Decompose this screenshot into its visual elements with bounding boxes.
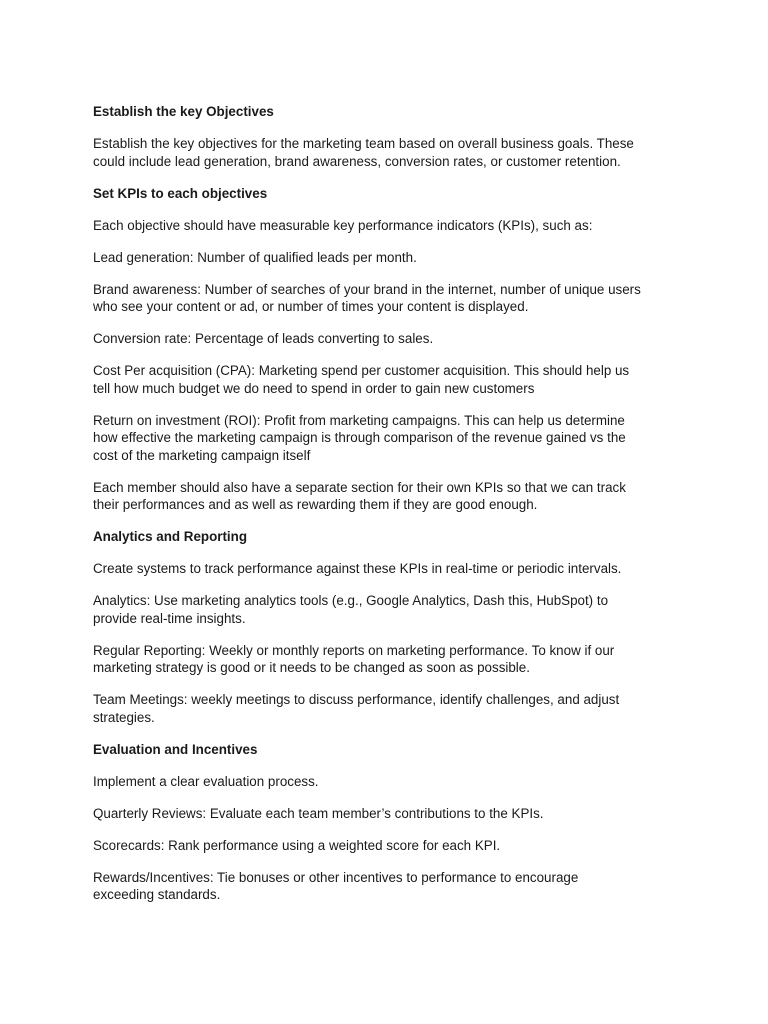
section-heading: Evaluation and Incentives: [93, 741, 258, 757]
paragraph: [93, 560, 683, 578]
paragraph-line: Implement a clear evaluation process.: [93, 773, 319, 789]
paragraph-line: Establish the key objectives for the marketing team based on overall business goals. These: [93, 136, 634, 151]
paragraph: [93, 217, 683, 235]
section-heading: Establish the key Objectives: [93, 104, 274, 119]
paragraph-line: Each objective should have measurable key performance indicators (KPIs), such as:: [93, 217, 593, 233]
paragraph-line: their performances and as well as rewarding them if they are good enough.: [93, 497, 538, 512]
paragraph-line: Cost Per acquisition (CPA): Marketing spend per customer acquisition. This should help us: [93, 363, 630, 378]
paragraph: [93, 330, 683, 348]
paragraph-line: strategies.: [93, 709, 155, 725]
paragraph-line: Return on investment (ROI): Profit from marketing campaigns. This can help us determine: [93, 412, 625, 428]
paragraph-line: how effective the marketing campaign is through comparison of the revenue gained vs the: [93, 430, 626, 445]
paragraph-line: Create systems to track performance against these KPIs in real-time or periodic intervals.: [93, 561, 622, 576]
paragraph-line: could include lead generation, brand awareness, conversion rates, or customer retention.: [93, 153, 621, 169]
paragraph: [93, 869, 683, 904]
paragraph: [93, 805, 683, 823]
paragraph-line: cost of the marketing campaign itself: [93, 447, 311, 463]
paragraph-line: exceeding standards.: [93, 887, 221, 902]
paragraph-line: Analytics: Use marketing analytics tools (e.g., Google Analytics, Dash this, HubSpot) to: [93, 593, 609, 608]
document-section: [93, 741, 683, 904]
paragraph: [93, 642, 683, 677]
paragraph-line: Quarterly Reviews: Evaluate each team member’s contributions to the KPIs.: [93, 805, 544, 821]
paragraph-line: Conversion rate: Percentage of leads converting to sales.: [93, 331, 434, 346]
paragraph: [93, 135, 683, 170]
paragraph: [93, 362, 683, 397]
document-section: [93, 528, 683, 726]
document-body: [93, 103, 683, 918]
paragraph: [93, 479, 683, 514]
paragraph: [93, 249, 683, 267]
paragraph-line: Brand awareness: Number of searches of your brand in the internet, number of unique users: [93, 281, 641, 297]
paragraph-line: Each member should also have a separate section for their own KPIs so that we can track: [93, 479, 626, 495]
section-heading: Set KPIs to each objectives: [93, 185, 268, 201]
paragraph: [93, 412, 683, 465]
paragraph-line: who see your content or ad, or number of times your content is displayed.: [93, 299, 529, 314]
paragraph: [93, 773, 683, 791]
document-section: [93, 185, 683, 514]
document-section: [93, 103, 683, 170]
paragraph-line: Rewards/Incentives: Tie bonuses or other incentives to performance to encourage: [93, 869, 579, 885]
paragraph-line: provide real-time insights.: [93, 610, 246, 626]
paragraph: [93, 281, 683, 316]
section-heading: Analytics and Reporting: [93, 529, 248, 544]
paragraph: [93, 837, 683, 855]
paragraph-line: Regular Reporting: Weekly or monthly reports on marketing performance. To know if our: [93, 642, 615, 658]
paragraph: [93, 691, 683, 726]
paragraph-line: tell how much budget we do need to spend in order to gain new customers: [93, 380, 535, 396]
paragraph-line: marketing strategy is good or it needs to be changed as soon as possible.: [93, 660, 530, 675]
paragraph: [93, 592, 683, 627]
paragraph-line: Lead generation: Number of qualified leads per month.: [93, 249, 417, 265]
paragraph-line: Team Meetings: weekly meetings to discuss performance, identify challenges, and adjust: [93, 692, 620, 707]
paragraph-line: Scorecards: Rank performance using a weighted score for each KPI.: [93, 837, 501, 853]
